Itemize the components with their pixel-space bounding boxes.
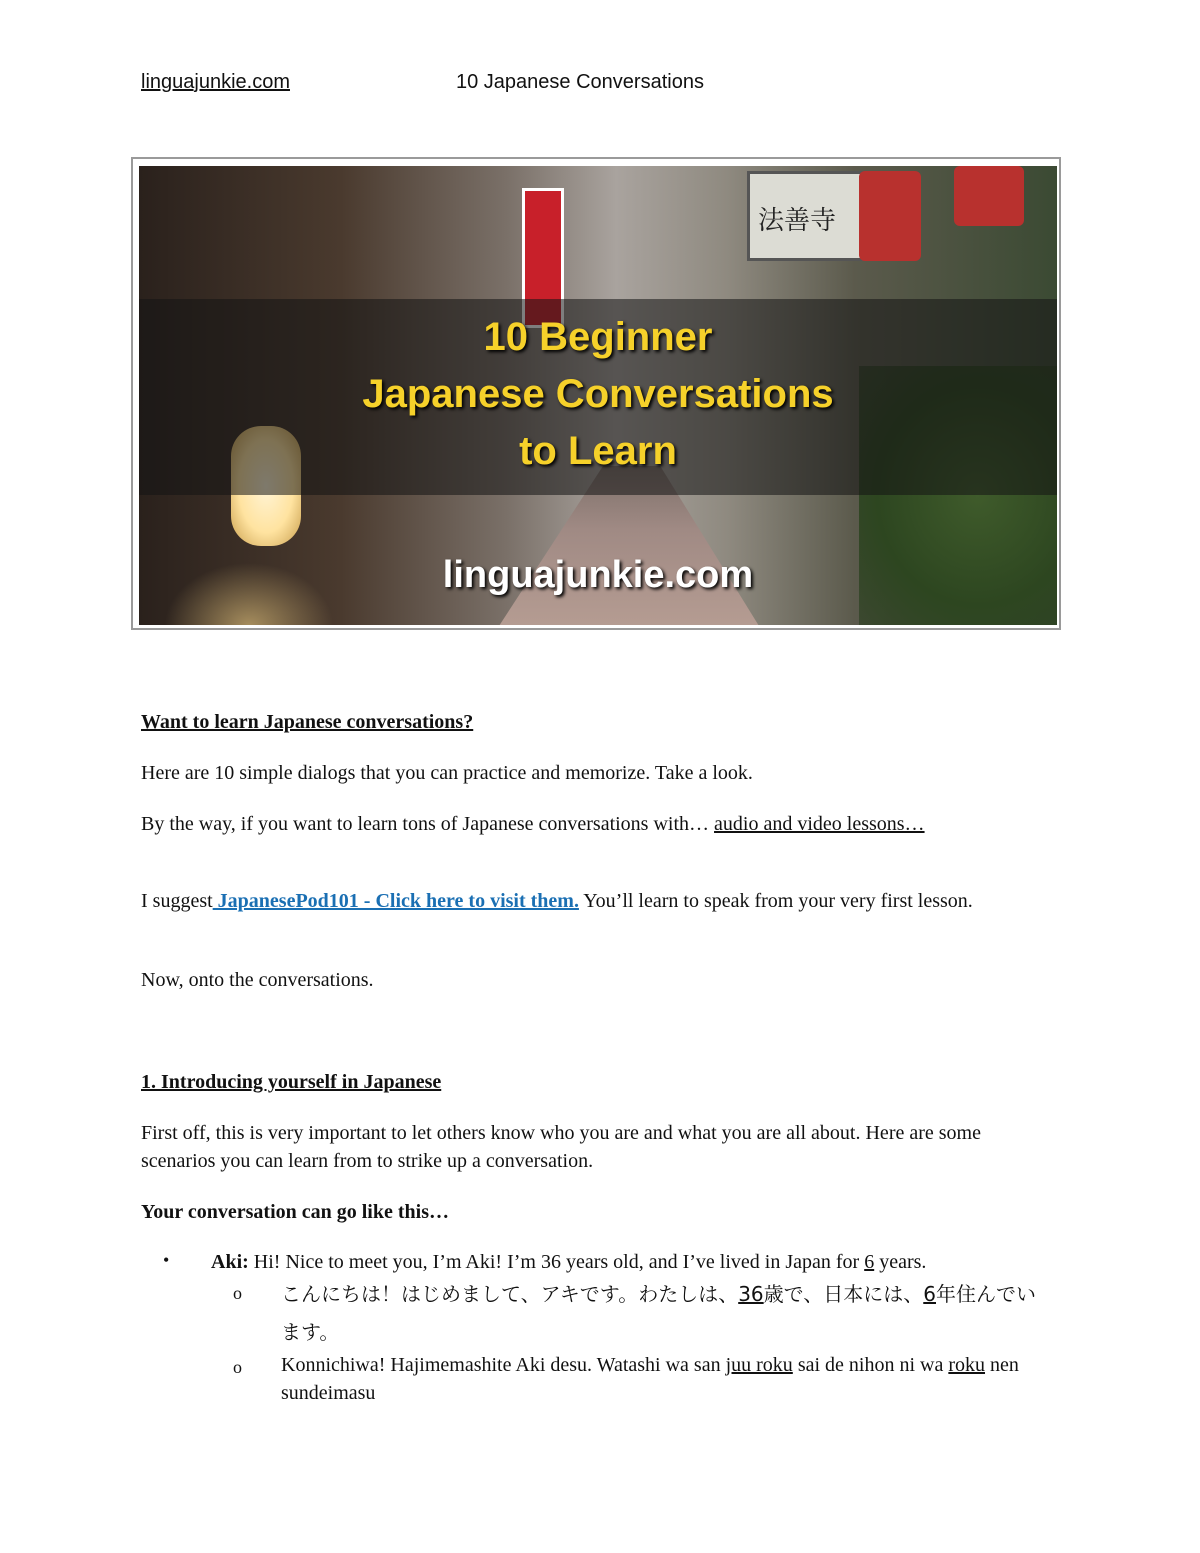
intro-paragraph-4: Now, onto the conversations. (141, 969, 374, 991)
dialog-number: 6 (864, 1251, 875, 1273)
dialog-line-japanese (281, 1275, 1051, 1351)
header-site-link[interactable]: linguajunkie.com (141, 71, 290, 93)
intro-paragraph-3 (141, 887, 1051, 915)
paragraph-text: By the way, if you want to learn tons of Japanese conversations with… (141, 813, 715, 835)
japanese-text: 歳で、日本には、 (763, 1282, 924, 1306)
romaji-text: Konnichiwa! Hajimemashite Aki desu. Watashi wa san (281, 1354, 726, 1376)
lantern-icon (954, 166, 1024, 226)
header-document-title: 10 Japanese Conversations (456, 71, 704, 93)
banner-site: linguajunkie.com (442, 554, 754, 596)
temple-sign-text: 法善寺 (758, 206, 837, 235)
dialog-text: Hi! Nice to meet you, I’m Aki! I’m 36 years old, and I’ve lived in Japan for (248, 1251, 865, 1273)
intro-heading: Want to learn Japanese conversations? (141, 711, 474, 733)
paragraph-text: I suggest (141, 890, 213, 912)
section-heading: 1. Introducing yourself in Japanese (141, 1071, 442, 1093)
dialog-line-romaji (281, 1351, 1051, 1407)
japanese-text: こんにちは！はじめまして、アキです。わたしは、 (281, 1282, 739, 1306)
banner-title-line: 10 Beginner (483, 315, 713, 359)
japanese-number: 6 (923, 1282, 936, 1306)
banner-title-line: to Learn (519, 429, 677, 473)
japanese-text: 年住んでいます。 (281, 1282, 1036, 1344)
section-paragraph: First off, this is very important to let others know who you are and what you are all about. Here are some scenarios you can learn from to strike up a conversation. (141, 1122, 981, 1172)
intro-paragraph-2 (141, 810, 1051, 838)
banner-title (139, 309, 1057, 480)
dialog-text: years. (874, 1251, 927, 1273)
banner-title-line: Japanese Conversations (362, 372, 834, 416)
speaker-name: Aki: (211, 1251, 249, 1273)
audio-video-lessons-link[interactable]: audio and video lessons… (714, 813, 925, 835)
japanese-number: 36 (738, 1282, 764, 1306)
dialog-line-english (211, 1248, 1071, 1276)
temple-sign (747, 171, 867, 261)
sub-bullet-icon: o (233, 1357, 242, 1377)
japanesepod101-link[interactable]: JapanesePod101 - Click here to visit them. (212, 890, 579, 912)
romaji-text: sai de nihon ni wa (792, 1354, 949, 1376)
romaji-number: juu roku (725, 1354, 793, 1376)
paragraph-text: You’ll learn to speak from your very first lesson. (578, 890, 973, 912)
lantern-icon (859, 171, 921, 261)
banner-image (139, 166, 1057, 625)
sub-bullet-icon: o (233, 1283, 242, 1303)
intro-paragraph: Here are 10 simple dialogs that you can practice and memorize. Take a look. (141, 762, 753, 784)
bullet-icon: • (163, 1250, 170, 1270)
romaji-text: nen sundeimasu (281, 1354, 1019, 1404)
romaji-number: roku (948, 1354, 986, 1376)
conversation-lead: Your conversation can go like this… (141, 1201, 449, 1223)
